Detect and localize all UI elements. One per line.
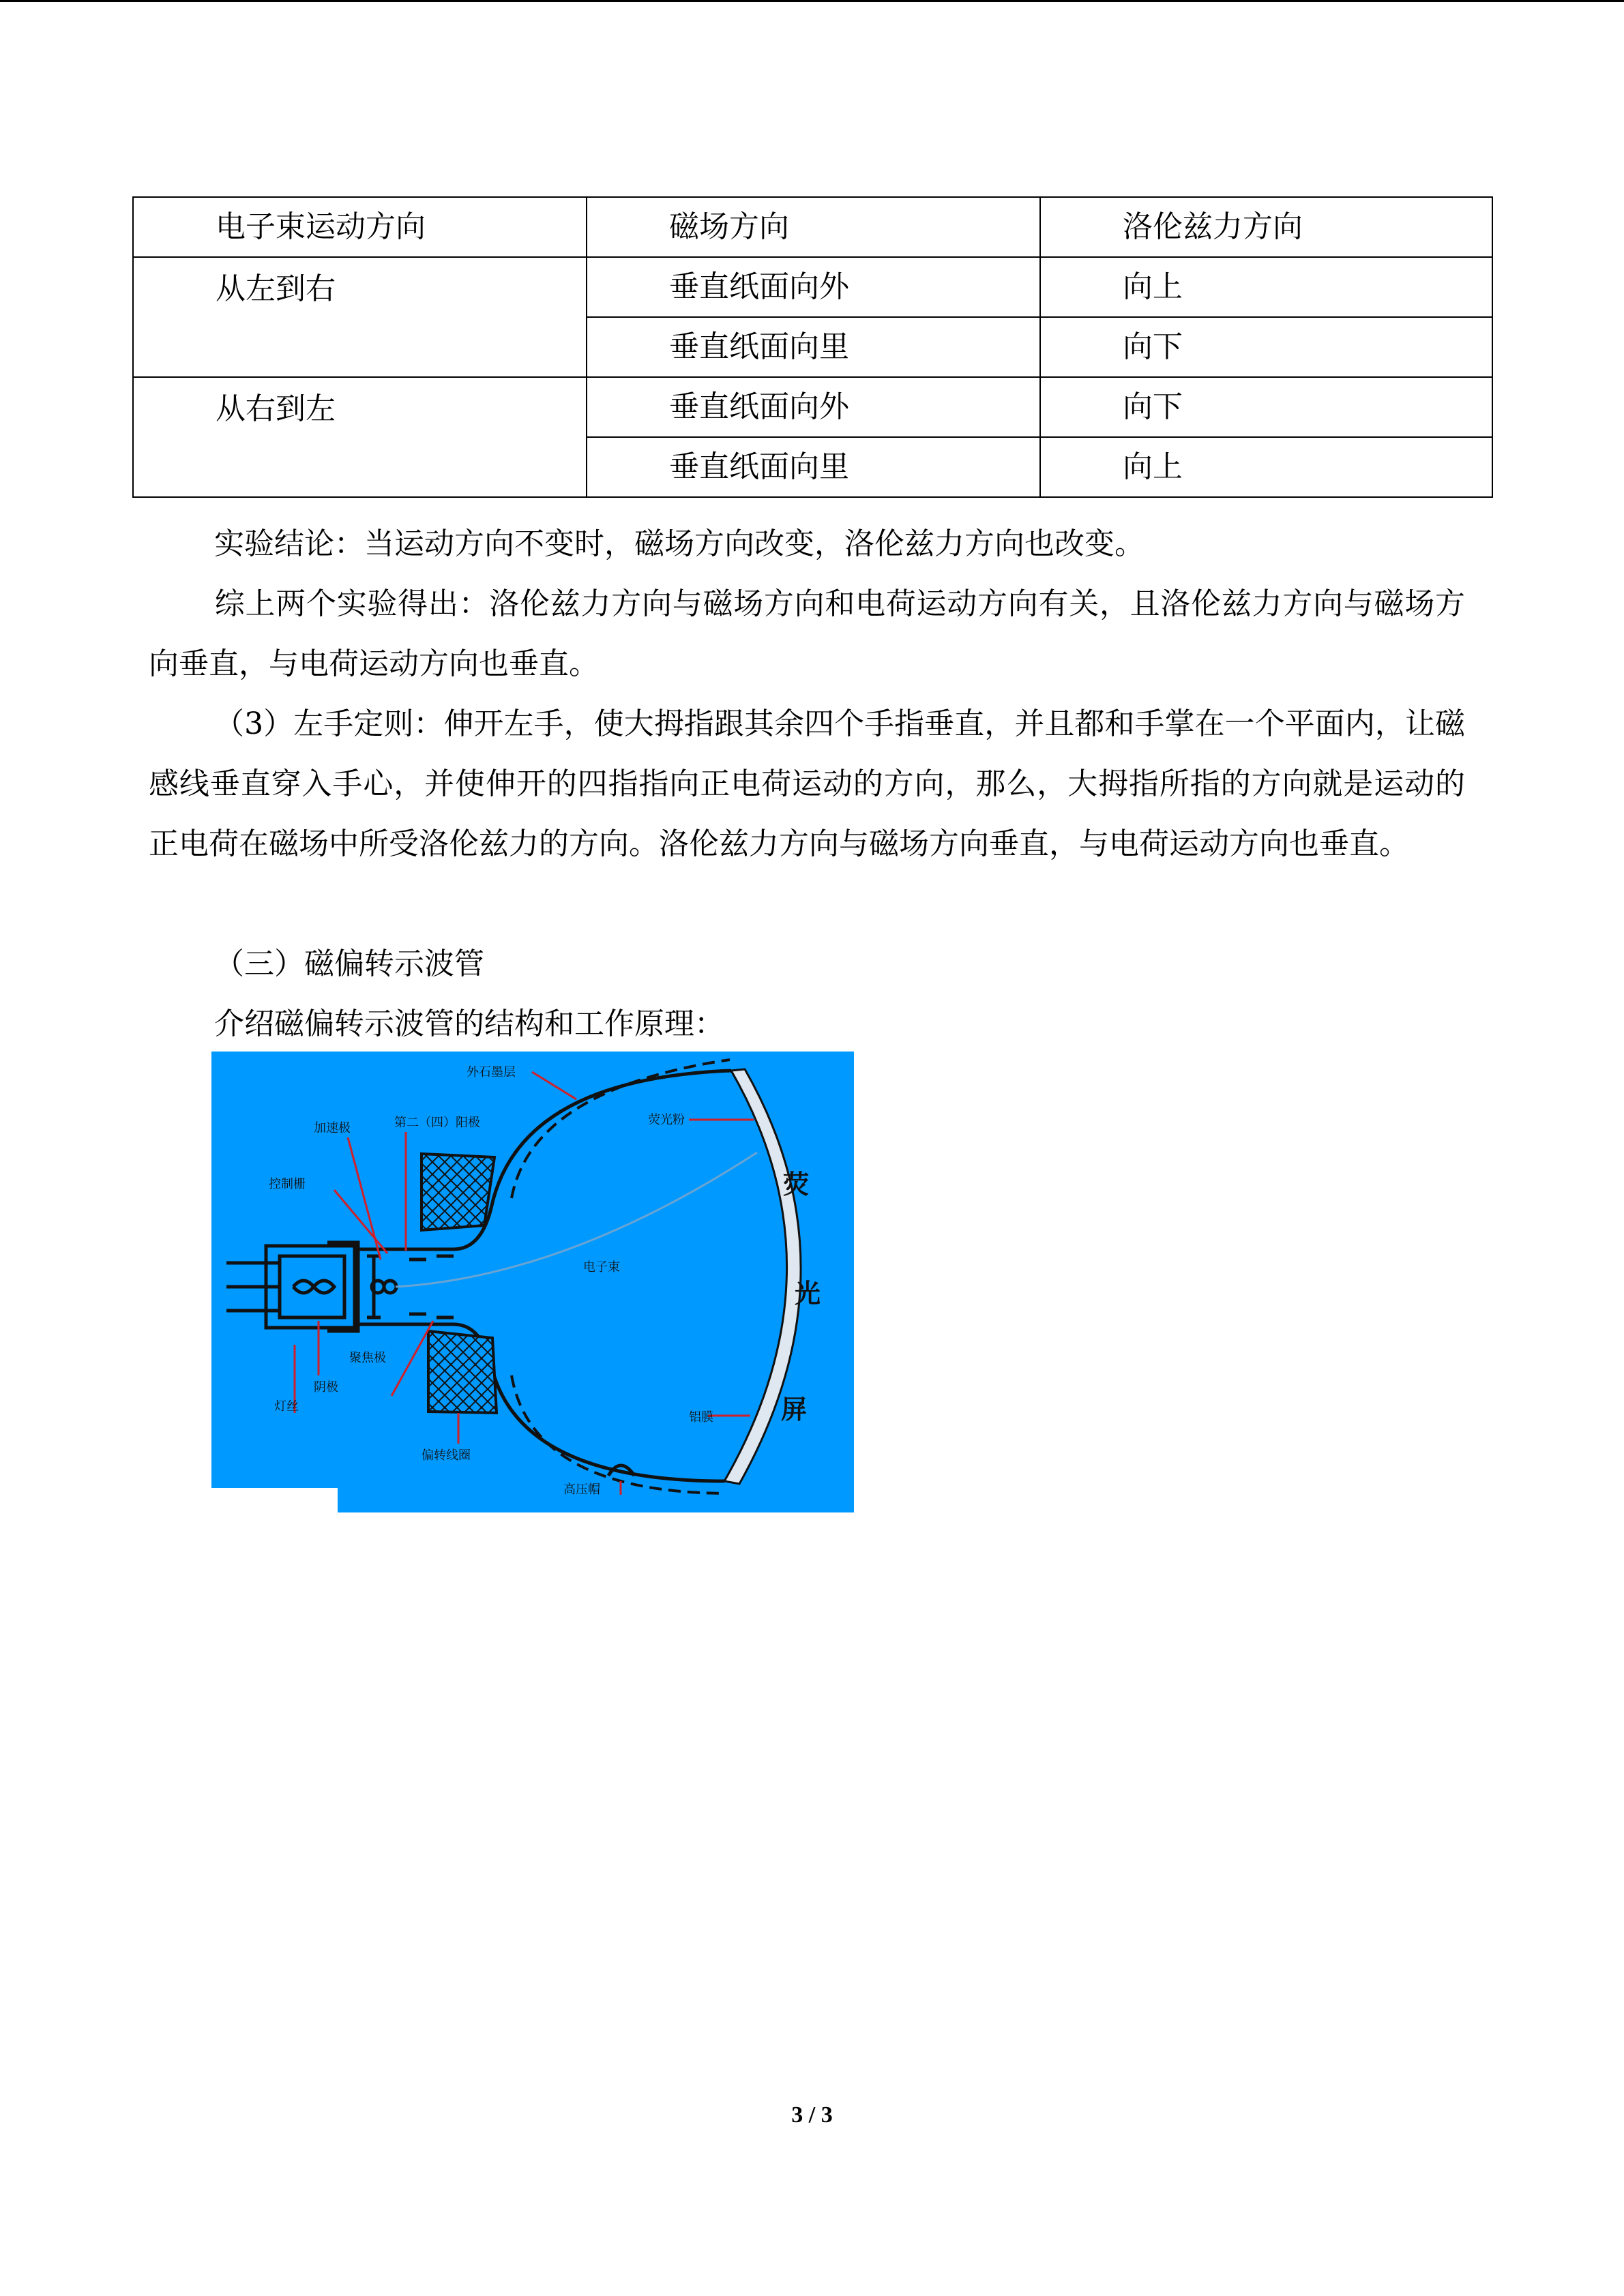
force-cell: 向下 xyxy=(1040,317,1492,377)
header-field: 磁场方向 xyxy=(587,197,1040,257)
label-second-anode: 第二（四）阳极 xyxy=(394,1116,480,1130)
figure-intro: 介绍磁偏转示波管的结构和工作原理： xyxy=(214,1007,724,1041)
label-phosphor: 荧光粉 xyxy=(648,1113,685,1127)
label-cathode: 阴极 xyxy=(314,1380,338,1395)
force-cell: 向下 xyxy=(1040,377,1492,437)
experiment-conclusion: 实验结论：当运动方向不变时，磁场方向改变，洛伦兹力方向也改变。 xyxy=(214,526,1145,561)
field-cell: 垂直纸面向外 xyxy=(587,257,1040,317)
section-heading: （三）磁偏转示波管 xyxy=(214,946,484,981)
label-screen-3: 屏 xyxy=(781,1395,808,1425)
label-control-grid: 控制栅 xyxy=(269,1177,306,1191)
table-row xyxy=(133,257,1492,317)
table-row xyxy=(133,377,1492,437)
label-electron-beam: 电子束 xyxy=(583,1260,620,1274)
magnetic-force-table xyxy=(132,196,1493,498)
label-hv-cap: 高压帽 xyxy=(563,1482,600,1497)
label-focus: 聚焦极 xyxy=(349,1351,386,1365)
label-aluminum-film: 铝膜 xyxy=(689,1410,713,1425)
summary-paragraph: 综上两个实验得出：洛伦兹力方向与磁场方向和电荷运动方向有关，且洛伦兹力方向与磁场方向垂直，与电荷运动方向也垂直。 xyxy=(149,586,1465,681)
page-top-border xyxy=(0,0,1624,2)
label-screen-1: 荧 xyxy=(783,1169,810,1199)
left-hand-rule-paragraph: （3）左手定则：伸开左手，使大拇指跟其余四个手指垂直，并且都和手掌在一个平面内，让磁感线垂直穿入手心，并使伸开的四指指向正电荷运动的方向，那么，大拇指所指的方向就是运动的正电荷在磁场中所受洛伦兹力的方向。洛伦兹力方向与磁场方向垂直，与电荷运动方向也垂直。 xyxy=(149,706,1465,861)
header-force: 洛伦兹力方向 xyxy=(1040,197,1492,257)
page-number: 3 / 3 xyxy=(791,2102,833,2128)
field-cell: 垂直纸面向里 xyxy=(587,437,1040,497)
label-accelerator: 加速极 xyxy=(314,1121,351,1135)
field-cell: 垂直纸面向外 xyxy=(587,377,1040,437)
field-cell: 垂直纸面向里 xyxy=(587,317,1040,377)
table-header-row xyxy=(133,197,1492,257)
label-screen-2: 光 xyxy=(795,1279,821,1309)
force-cell: 向上 xyxy=(1040,257,1492,317)
motion-cell: 从右到左 xyxy=(133,377,587,497)
force-cell: 向上 xyxy=(1040,437,1492,497)
motion-cell: 从左到右 xyxy=(133,257,587,377)
label-outer-graphite: 外石墨层 xyxy=(467,1065,516,1079)
label-deflection-coil: 偏转线圈 xyxy=(422,1448,471,1463)
oscilloscope-tube-diagram xyxy=(211,1052,854,1512)
label-filament: 灯丝 xyxy=(274,1399,299,1414)
header-motion: 电子束运动方向 xyxy=(133,197,587,257)
